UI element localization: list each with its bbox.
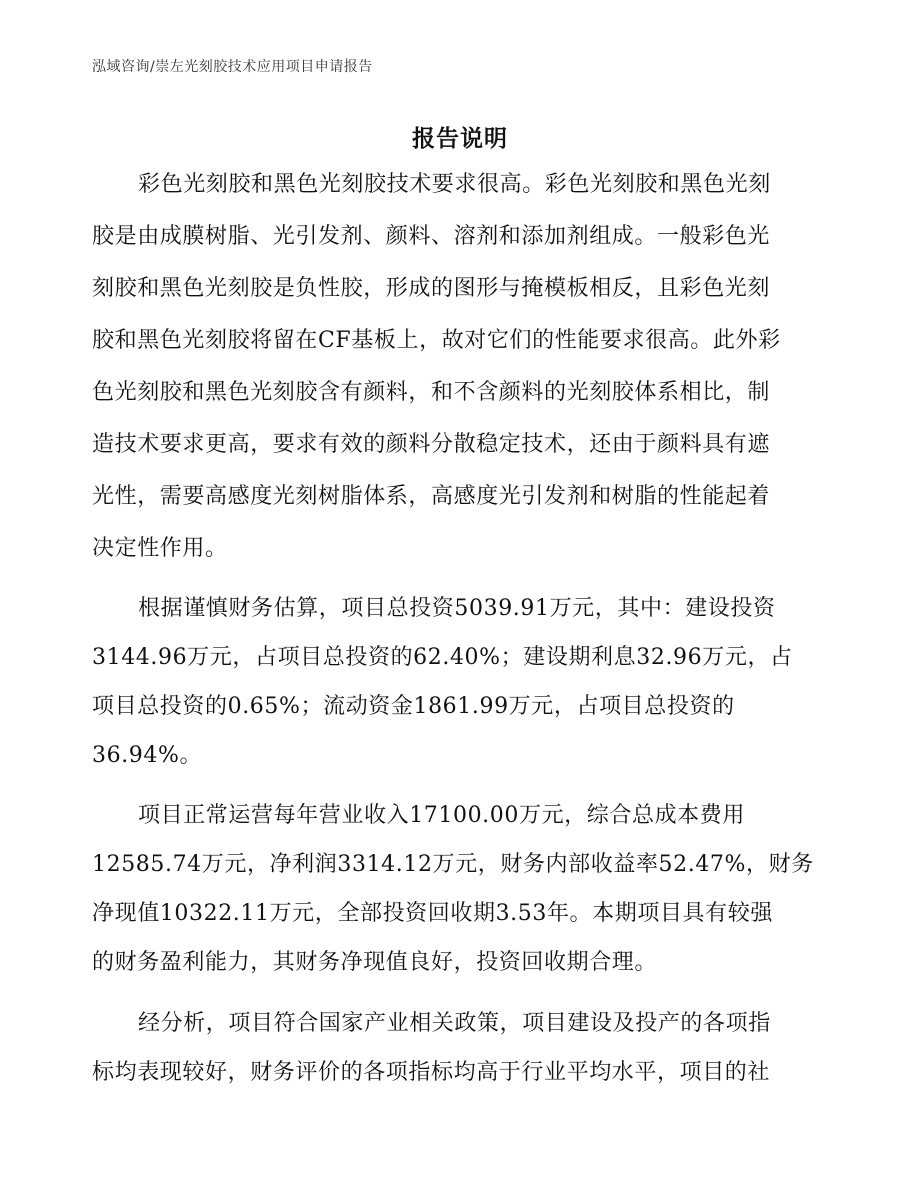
text-line: 经分析，项目符合国家产业相关政策，项目建设及投产的各项指 bbox=[138, 1011, 771, 1036]
section-title: 报告说明 bbox=[412, 125, 508, 152]
text-line: 色光刻胶和黑色光刻胶含有颜料，和不含颜料的光刻胶体系相比，制 bbox=[92, 380, 771, 405]
text-line: 项目正常运营每年营业收入17100.00万元，综合总成本费用 bbox=[138, 803, 745, 828]
text-line: 项目总投资的0.65%；流动资金1861.99万元，占项目总投资的 bbox=[92, 694, 735, 719]
text-line: 36.94%。 bbox=[92, 743, 203, 768]
text-line: 决定性作用。 bbox=[92, 536, 228, 561]
text-line: 光性，需要高感度光刻树脂体系，高感度光引发剂和树脂的性能起着 bbox=[92, 484, 771, 509]
text-line: 3144.96万元，占项目总投资的62.40%；建设期利息32.96万元，占 bbox=[92, 645, 793, 670]
text-line: 彩色光刻胶和黑色光刻胶技术要求很高。彩色光刻胶和黑色光刻 bbox=[138, 172, 771, 197]
text-line: 的财务盈利能力，其财务净现值良好，投资回收期合理。 bbox=[92, 950, 658, 975]
text-line: 胶和黑色光刻胶将留在CF基板上，故对它们的性能要求很高。此外彩 bbox=[92, 328, 781, 353]
text-line: 净现值10322.11万元，全部投资回收期3.53年。本期项目具有较强 bbox=[92, 901, 773, 926]
running-header: 泓域咨询/崇左光刻胶技术应用项目申请报告 bbox=[92, 59, 373, 75]
text-line: 根据谨慎财务估算，项目总投资5039.91万元，其中：建设投资 bbox=[138, 596, 776, 621]
text-line: 标均表现较好，财务评价的各项指标均高于行业平均水平，项目的社 bbox=[92, 1060, 771, 1085]
text-line: 造技术要求更高，要求有效的颜料分散稳定技术，还由于颜料具有遮 bbox=[92, 432, 771, 457]
text-line: 胶是由成膜树脂、光引发剂、颜料、溶剂和添加剂组成。一般彩色光 bbox=[92, 224, 771, 249]
text-line: 12585.74万元，净利润3314.12万元，财务内部收益率52.47%，财务 bbox=[92, 852, 814, 877]
text-line: 刻胶和黑色光刻胶是负性胶，形成的图形与掩模板相反，且彩色光刻 bbox=[92, 276, 771, 301]
